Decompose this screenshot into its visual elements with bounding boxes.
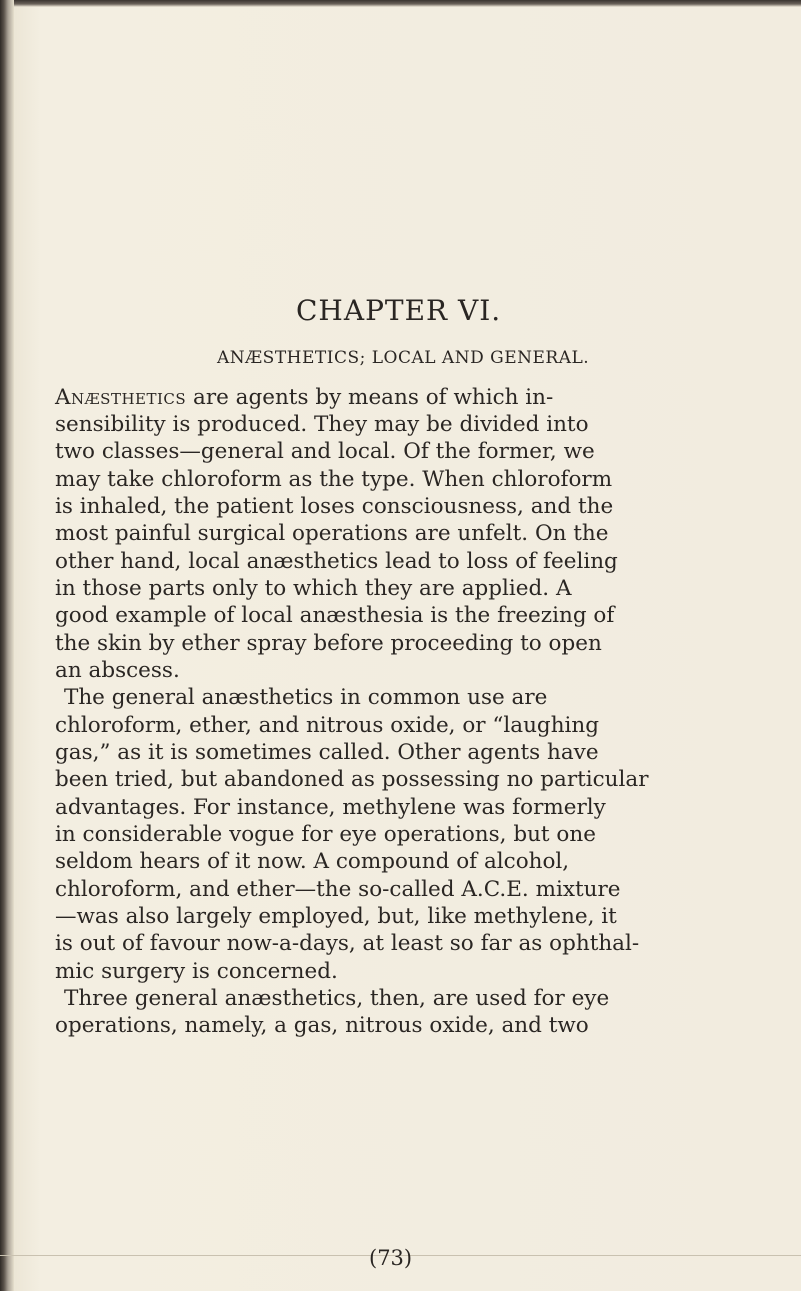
chapter-title: CHAPTER VI. bbox=[296, 294, 502, 327]
paragraph-1-line-1 bbox=[55, 384, 553, 411]
paragraph-1-line-8: in those parts only to which they are applied. A bbox=[55, 576, 572, 601]
page-top-edge bbox=[0, 0, 801, 7]
paragraph-1-line-3: two classes—general and local. Of the former, we bbox=[55, 439, 595, 464]
paragraph-2-line-4: been tried, but abandoned as possessing no particular bbox=[55, 767, 649, 792]
paragraph-1-line-7: other hand, local anæsthetics lead to loss of feeling bbox=[55, 549, 618, 574]
paragraph-1-line-2: sensibility is produced. They may be divided into bbox=[55, 412, 589, 437]
section-title: ANÆSTHETICS; LOCAL AND GENERAL. bbox=[217, 348, 590, 368]
page-number: (73) bbox=[369, 1246, 413, 1270]
paragraph-1-line-9: good example of local anæsthesia is the freezing of bbox=[55, 603, 615, 628]
paragraph-2-line-1: The general anæsthetics in common use are bbox=[64, 685, 548, 710]
paragraph-1-line-10: the skin by ether spray before proceeding to open bbox=[55, 631, 602, 656]
paragraph-2-line-9: —was also largely employed, but, like methylene, it bbox=[55, 904, 617, 929]
paragraph-2-line-8: chloroform, and ether—the so-called A.C.E. mixture bbox=[55, 877, 621, 902]
paragraph-3-line-1: Three general anæsthetics, then, are used for eye bbox=[64, 986, 610, 1011]
paragraph-3-line-2: operations, namely, a gas, nitrous oxide, and two bbox=[55, 1013, 589, 1038]
paragraph-1-line-4: may take chloroform as the type. When chloroform bbox=[55, 467, 613, 492]
paragraph-1-line-11: an abscess. bbox=[55, 658, 180, 683]
page-binding-edge bbox=[0, 0, 14, 1291]
paragraph-2-line-10: is out of favour now-a-days, at least so far as ophthal- bbox=[55, 931, 640, 956]
lead-word: Anæsthetics bbox=[55, 385, 187, 410]
line-text: are agents by means of which in- bbox=[186, 385, 554, 410]
paragraph-2-line-11: mic surgery is concerned. bbox=[55, 959, 338, 984]
paragraph-2-line-7: seldom hears of it now. A compound of alcohol, bbox=[55, 849, 570, 874]
paragraph-1-line-6: most painful surgical operations are unfelt. On the bbox=[55, 521, 609, 546]
paragraph-2-line-6: in considerable vogue for eye operations, but one bbox=[55, 822, 596, 847]
paragraph-2-line-3: gas,” as it is sometimes called. Other agents have bbox=[55, 740, 599, 765]
paragraph-2-line-5: advantages. For instance, methylene was formerly bbox=[55, 795, 606, 820]
paragraph-2-line-2: chloroform, ether, and nitrous oxide, or “laughing bbox=[55, 713, 600, 738]
paragraph-1-line-5: is inhaled, the patient loses consciousness, and the bbox=[55, 494, 614, 519]
